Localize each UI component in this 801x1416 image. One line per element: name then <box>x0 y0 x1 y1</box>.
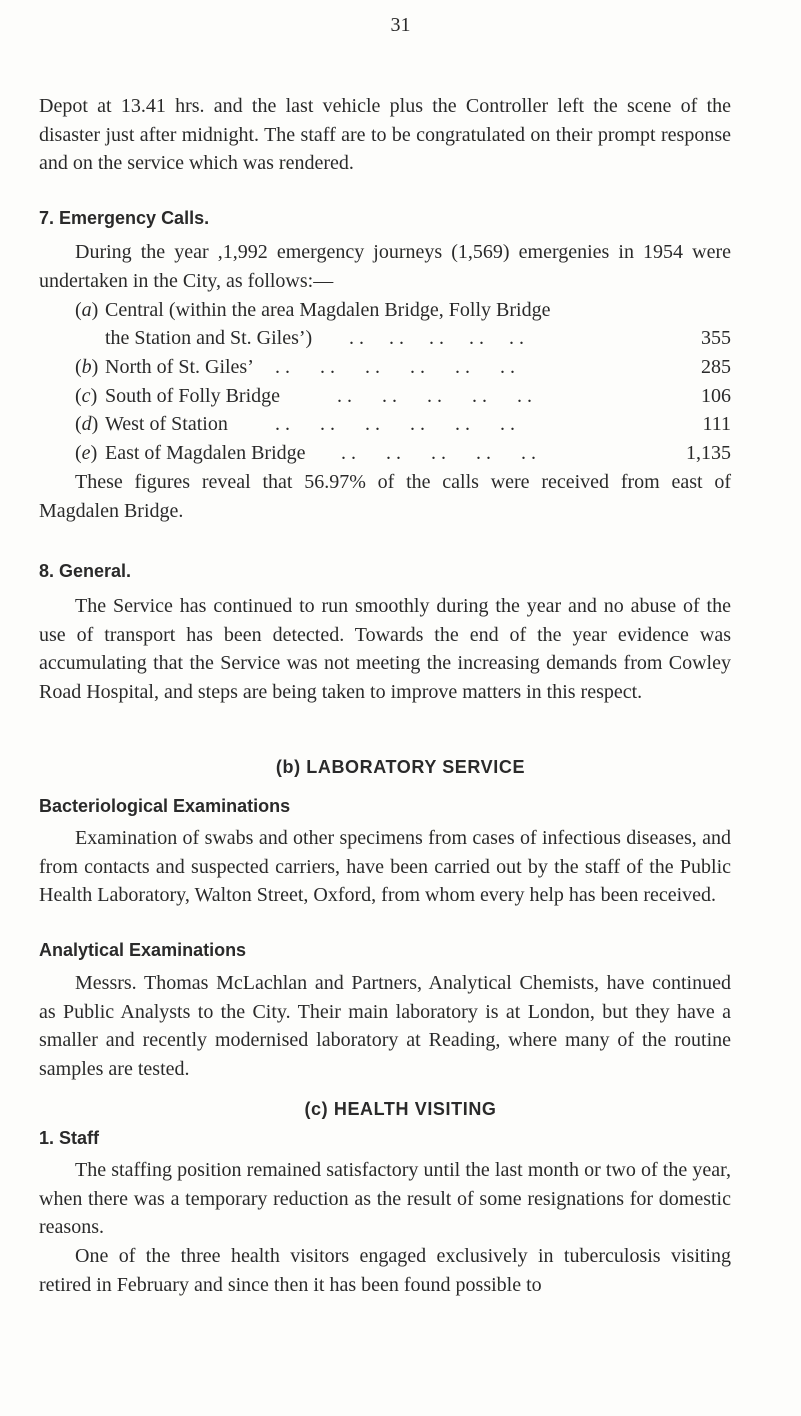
dot-leader: . . . . . . . . . . . . <box>275 356 515 378</box>
item-value: 106 <box>701 385 731 407</box>
list-item-e <box>39 439 731 467</box>
laboratory-service-heading: (b) LABORATORY SERVICE <box>275 757 526 777</box>
item-value: 285 <box>701 356 731 378</box>
section-7-heading: 7. Emergency Calls. <box>39 208 210 228</box>
item-value: 111 <box>702 413 731 435</box>
page-number: 31 <box>390 14 411 36</box>
dot-leader: . . . . . . . . . . <box>349 327 524 349</box>
list-item-a <box>39 296 731 354</box>
section-7-summary: These figures reveal that 56.97% of the calls were received from east of Magdalen Bridge. <box>39 471 731 522</box>
item-label: (d) <box>75 413 99 435</box>
item-text: Central (within the area Magdalen Bridge, Folly Bridge <box>105 299 551 321</box>
dot-leader: . . . . . . . . . . <box>341 442 536 464</box>
analytical-heading: Analytical Examinations <box>39 940 247 960</box>
dot-leader: . . . . . . . . . . <box>337 385 532 407</box>
item-text: West of Station <box>105 413 228 435</box>
bacteriological-heading: Bacteriological Examinations <box>39 796 291 816</box>
item-value: 1,135 <box>686 442 731 464</box>
item-label: (c) <box>75 385 98 407</box>
item-text: East of Magdalen Bridge <box>105 442 306 464</box>
list-item-d <box>39 410 731 438</box>
item-label: (e) <box>75 442 98 464</box>
item-label: (b) <box>75 356 99 378</box>
bacteriological-paragraph: Examination of swabs and other specimens from cases of infectious diseases, and from contacts and suspected carriers, have been carried out by the staff of the Public Health Laboratory, Walton Street, Oxford, from whom every help has been received. <box>39 827 731 906</box>
analytical-paragraph: Messrs. Thomas McLachlan and Partners, Analytical Chemists, have continued as Public Analysts to the City. Their main laboratory is at London, but they have a smaller and recently modernised laboratory at Reading, where many of the routine samples are tested. <box>39 972 731 1080</box>
staff-paragraph-2: One of the three health visitors engaged exclusively in tuberculosis visiting retired in February and since then it has been found possible to <box>39 1245 731 1296</box>
health-visiting-heading: (c) HEALTH VISITING <box>304 1099 497 1119</box>
intro-paragraph: Depot at 13.41 hrs. and the last vehicle plus the Controller left the scene of the disaster just after midnight. The staff are to be congratulated on their prompt response and on the service which was rendered. <box>39 95 731 174</box>
staff-paragraph: The staffing position remained satisfactory until the last month or two of the year, when there was a temporary reduction as the result of some resignations for domestic reasons. <box>39 1159 731 1238</box>
dot-leader: . . . . . . . . . . . . <box>275 413 515 435</box>
list-item-c <box>39 382 731 410</box>
item-text: North of St. Giles’ <box>105 356 254 378</box>
item-value: 355 <box>701 327 731 349</box>
item-text-continued: the Station and St. Giles’) <box>105 327 313 349</box>
section-8-paragraph: The Service has continued to run smoothly during the year and no abuse of the use of transport has been detected. Towards the end of the year evidence was accumulating that the Service was not meeting the increasing demands from Cowley Road Hospital, and steps are being taken to improve matters in this respect. <box>39 595 731 703</box>
section-8-heading: 8. General. <box>39 561 132 581</box>
item-label: (a) <box>75 299 99 321</box>
staff-heading: 1. Staff <box>39 1128 100 1148</box>
list-item-b <box>39 353 731 381</box>
section-7-paragraph: During the year ,1,992 emergency journeys (1,569) emergenies in 1954 were undertaken in the City, as follows:— <box>39 241 731 292</box>
item-text: South of Folly Bridge <box>105 385 281 407</box>
